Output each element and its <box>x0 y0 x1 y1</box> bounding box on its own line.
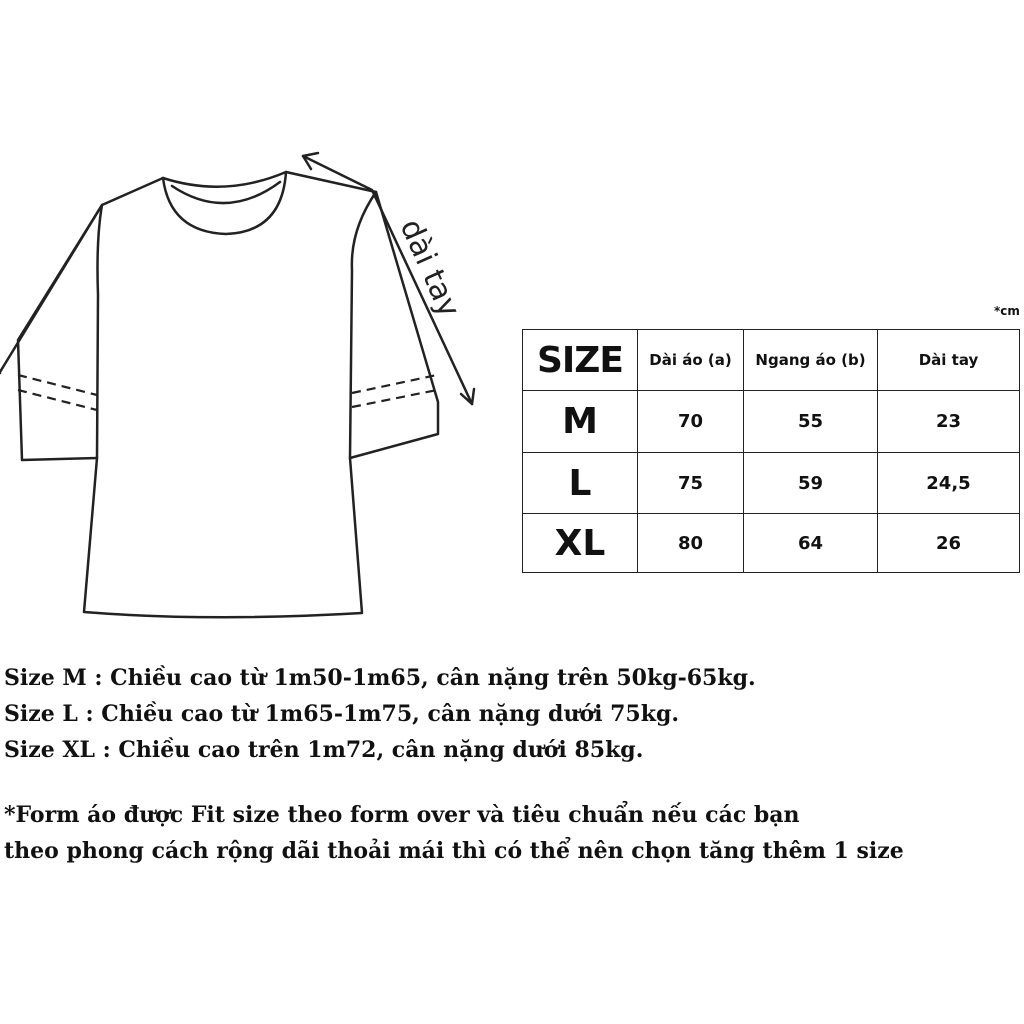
sleeve-value: 23 <box>878 391 1020 453</box>
header-size: SIZE <box>523 330 638 391</box>
shirt-collar-inner <box>163 172 286 187</box>
left-cuff-stitch-lower <box>18 390 97 410</box>
width-value: 64 <box>744 514 878 573</box>
table-header-row <box>523 330 1020 391</box>
fit-note-line-1: *Form áo được Fit size theo form over và tiêu chuẩn nếu các bạn <box>4 802 800 828</box>
header-length: Dài áo (a) <box>638 330 744 391</box>
sleeve-length-label: dài tay <box>392 214 467 323</box>
width-value: 59 <box>744 453 878 514</box>
size-note-xl: Size XL : Chiều cao trên 1m72, cân nặng dưới 85kg. <box>4 737 644 763</box>
right-cuff-stitch-lower <box>352 390 437 407</box>
length-value: 75 <box>638 453 744 514</box>
size-note-m: Size M : Chiều cao từ 1m50-1m65, cân nặng trên 50kg-65kg. <box>4 665 756 691</box>
length-value: 80 <box>638 514 744 573</box>
table-row <box>523 391 1020 453</box>
table-row <box>523 514 1020 573</box>
shirt-left-sleeve-outline <box>18 205 102 460</box>
shirt-body-outline <box>0 172 438 617</box>
size-table <box>522 329 1020 573</box>
tshirt-diagram <box>0 140 500 630</box>
width-value: 55 <box>744 391 878 453</box>
sleeve-value: 26 <box>878 514 1020 573</box>
sleeve-value: 24,5 <box>878 453 1020 514</box>
shirt-right-sleeve-seam <box>350 192 376 458</box>
table-row <box>523 453 1020 514</box>
header-sleeve: Dài tay <box>878 330 1020 391</box>
unit-note: *cm <box>994 304 1020 318</box>
size-notes <box>4 660 1020 869</box>
length-value: 70 <box>638 391 744 453</box>
size-label: M <box>523 391 638 453</box>
size-label: L <box>523 453 638 514</box>
size-note-l: Size L : Chiều cao từ 1m65-1m75, cân nặng dưới 75kg. <box>4 701 680 727</box>
right-cuff-stitch-upper <box>352 375 437 393</box>
header-width: Ngang áo (b) <box>744 330 878 391</box>
left-cuff-stitch-upper <box>18 375 97 395</box>
fit-note-line-2: theo phong cách rộng dãi thoải mái thì có thể nên chọn tăng thêm 1 size <box>4 838 904 864</box>
size-label: XL <box>523 514 638 573</box>
